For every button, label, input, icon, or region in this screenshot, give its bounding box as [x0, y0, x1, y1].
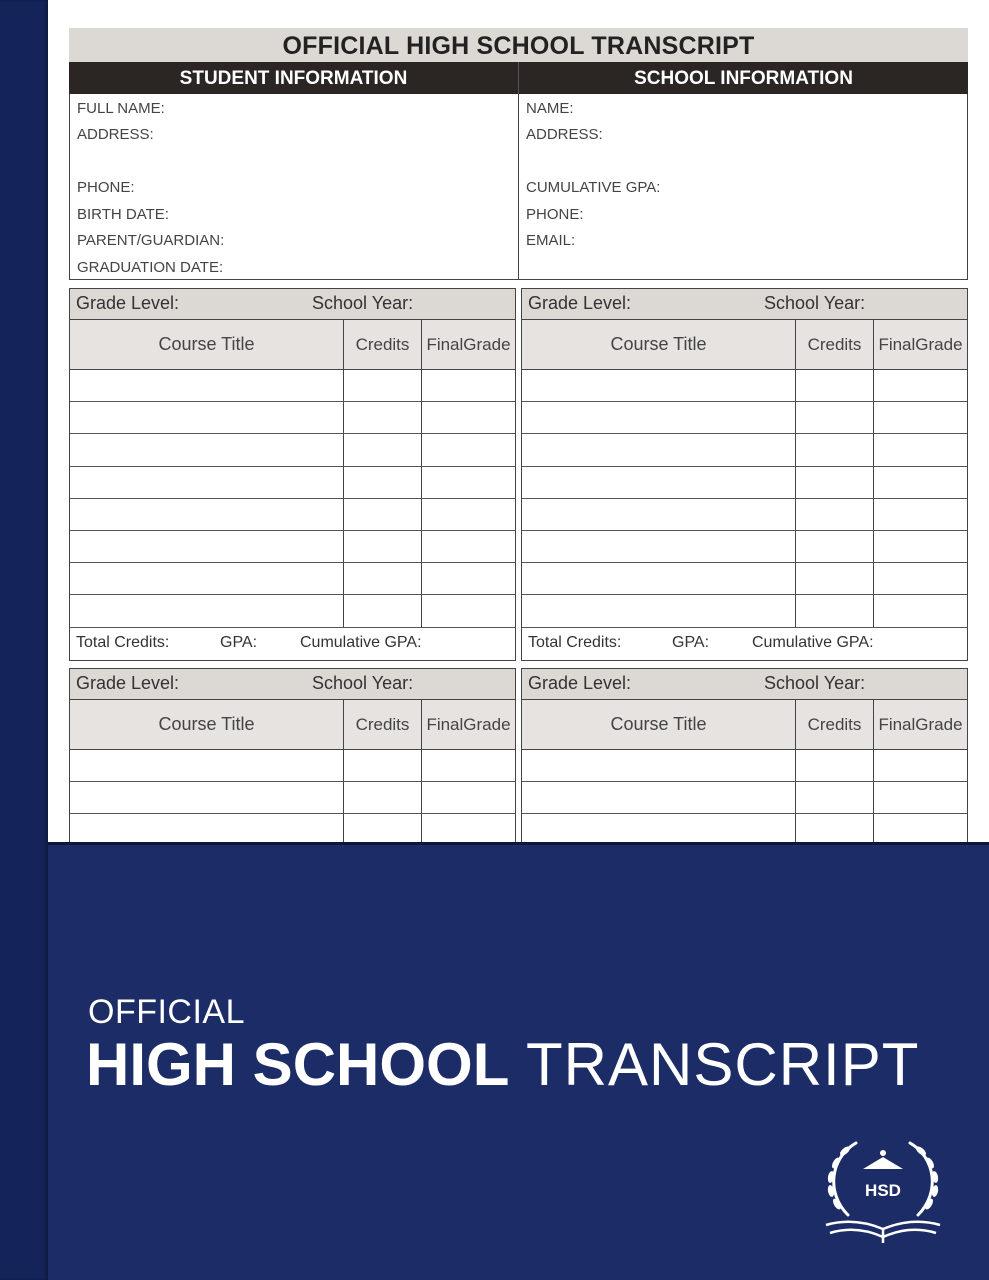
year-block-2 [521, 288, 968, 661]
field-school-phone: PHONE: [526, 206, 584, 223]
field-parent-guardian: PARENT/GUARDIAN: [77, 232, 225, 249]
gpa-label: GPA: [672, 633, 710, 651]
gpa-label: GPA: [220, 633, 258, 651]
course-title-header: Course Title [522, 700, 796, 749]
total-credits-label: Total Credits: [76, 633, 170, 651]
year-block-4 [521, 668, 968, 842]
cover-title-light: TRANSCRIPT [526, 1031, 920, 1098]
table-row [70, 370, 515, 402]
info-body [69, 94, 968, 280]
transcript-sheet [48, 0, 989, 842]
final-grade-header: Final Grade [426, 715, 511, 734]
grade-level-label: Grade Level: [76, 673, 180, 693]
table-row [70, 531, 515, 563]
school-info-fields [519, 94, 967, 279]
table-row [522, 782, 967, 814]
cover-subtitle: OFFICIAL [88, 993, 246, 1031]
total-credits-label: Total Credits: [528, 633, 622, 651]
table-row [70, 499, 515, 531]
table-row [522, 434, 967, 466]
form-title: OFFICIAL HIGH SCHOOL TRANSCRIPT [69, 28, 968, 62]
school-year-label: School Year: [764, 673, 866, 693]
course-title-header: Course Title [70, 700, 344, 749]
table-row [70, 595, 515, 627]
grade-level-label: Grade Level: [528, 293, 632, 313]
grade-level-label: Grade Level: [528, 673, 632, 693]
student-info-header: STUDENT INFORMATION [69, 62, 519, 94]
column-headers [522, 320, 967, 370]
book-spine [0, 0, 48, 1280]
table-row [70, 814, 515, 842]
field-birth-date: BIRTH DATE: [77, 206, 169, 223]
table-row [522, 370, 967, 402]
school-info-header: SCHOOL INFORMATION [634, 68, 853, 89]
table-row [522, 531, 967, 563]
field-school-address: ADDRESS: [526, 126, 603, 143]
info-header [69, 62, 968, 94]
course-title-header: Course Title [70, 320, 344, 369]
field-school-email: EMAIL: [526, 232, 576, 249]
column-headers [70, 700, 515, 750]
year-block-1 [69, 288, 516, 661]
table-row [522, 563, 967, 595]
year-block-header [70, 669, 515, 700]
field-full-name: FULL NAME: [77, 100, 165, 117]
table-row [70, 434, 515, 466]
column-headers [522, 700, 967, 750]
school-year-label: School Year: [312, 673, 414, 693]
column-headers [70, 320, 515, 370]
year-block-header [522, 669, 967, 700]
course-title-header: Course Title [522, 320, 796, 369]
totals-row [522, 628, 967, 660]
cumulative-gpa-label: Cumulative GPA: [752, 633, 874, 651]
table-row [522, 814, 967, 842]
table-row [522, 750, 967, 782]
school-year-label: School Year: [764, 293, 866, 313]
year-block-3 [69, 668, 516, 842]
cumulative-gpa-label: Cumulative GPA: [300, 633, 422, 651]
table-row [522, 467, 967, 499]
credits-header: Credits [796, 700, 874, 749]
cover-panel [48, 842, 989, 1280]
year-block-header [522, 289, 967, 320]
field-address: ADDRESS: [77, 126, 154, 143]
final-grade-header: Final Grade [426, 335, 511, 354]
table-row [70, 402, 515, 434]
school-year-label: School Year: [312, 293, 414, 313]
field-school-name: NAME: [526, 100, 574, 117]
table-row [70, 750, 515, 782]
final-grade-header: Final Grade [878, 335, 963, 354]
year-block-header [70, 289, 515, 320]
table-row [70, 563, 515, 595]
table-row [522, 402, 967, 434]
table-row [522, 595, 967, 627]
transcript-form [69, 28, 968, 280]
cover-title-bold: HIGH SCHOOL [86, 1031, 510, 1098]
field-cumulative-gpa: CUMULATIVE GPA: [526, 179, 661, 196]
field-phone: PHONE: [77, 179, 135, 196]
student-info-fields [70, 94, 519, 279]
credits-header: Credits [796, 320, 874, 369]
school-logo [818, 1133, 948, 1253]
table-row [70, 467, 515, 499]
table-row [70, 782, 515, 814]
credits-header: Credits [344, 320, 422, 369]
grade-level-label: Grade Level: [76, 293, 180, 313]
final-grade-header: Final Grade [878, 715, 963, 734]
totals-row [70, 628, 515, 660]
table-row [522, 499, 967, 531]
logo-text: HSD [865, 1181, 901, 1200]
credits-header: Credits [344, 700, 422, 749]
field-graduation-date: GRADUATION DATE: [77, 259, 224, 276]
cover-title [86, 1030, 919, 1100]
